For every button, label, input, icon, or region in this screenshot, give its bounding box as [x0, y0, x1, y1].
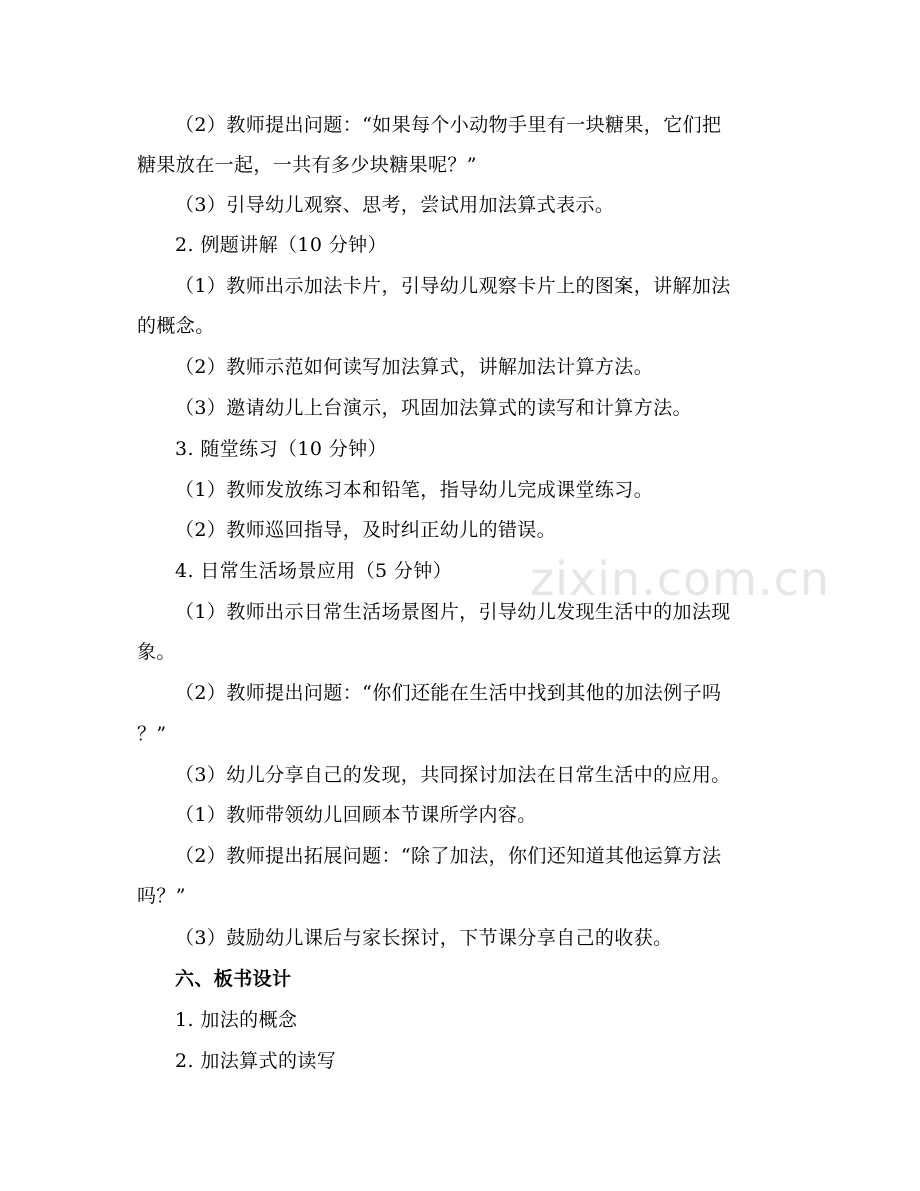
- paragraph-line: 糖果放在一起，一共有多少块糖果呢？”: [137, 154, 477, 176]
- section-item-title: 3. 随堂练习（10 分钟）: [175, 438, 387, 460]
- paragraph-line: （2）教师巡回指导，及时纠正幼儿的错误。: [175, 519, 557, 541]
- section-heading: 六、板书设计: [175, 968, 292, 990]
- paragraph-line: （3）幼儿分享自己的发现，共同探讨加法在日常生活中的应用。: [175, 764, 731, 786]
- paragraph-line: （1）教师发放练习本和铅笔，指导幼儿完成课堂练习。: [175, 479, 654, 501]
- paragraph-line: （3）邀请幼儿上台演示，巩固加法算式的读写和计算方法。: [175, 397, 692, 419]
- paragraph-line: （2）教师提出问题：“你们还能在生活中找到其他的加法例子吗: [175, 682, 722, 704]
- paragraph-line: 的概念。: [137, 315, 215, 337]
- list-item: 2. 加法算式的读写: [175, 1050, 337, 1072]
- section-item-title: 4. 日常生活场景应用（5 分钟）: [175, 560, 453, 582]
- paragraph-line: （3）鼓励幼儿课后与家长探讨，下节课分享自己的收获。: [175, 927, 673, 949]
- paragraph-line: （2）教师提出问题：“如果每个小动物手里有一块糖果，它们把: [175, 114, 722, 136]
- paragraph-line: （1）教师出示加法卡片，引导幼儿观察卡片上的图案，讲解加法: [175, 275, 731, 297]
- paragraph-line: 象。: [137, 641, 176, 663]
- paragraph-line: ？”: [137, 723, 167, 745]
- watermark: zixin.com.cn: [530, 552, 831, 606]
- section-item-title: 2. 例题讲解（10 分钟）: [175, 234, 387, 256]
- paragraph-line: （2）教师示范如何读写加法算式，讲解加法计算方法。: [175, 356, 654, 378]
- paragraph-line: （1）教师出示日常生活场景图片，引导幼儿发现生活中的加法现: [175, 601, 731, 623]
- paragraph-line: 吗？”: [137, 885, 186, 907]
- paragraph-line: （3）引导幼儿观察、思考，尝试用加法算式表示。: [175, 194, 615, 216]
- paragraph-line: （2）教师提出拓展问题：“除了加法，你们还知道其他运算方法: [175, 845, 722, 867]
- paragraph-line: （1）教师带领幼儿回顾本节课所学内容。: [175, 804, 537, 826]
- list-item: 1. 加法的概念: [175, 1009, 298, 1031]
